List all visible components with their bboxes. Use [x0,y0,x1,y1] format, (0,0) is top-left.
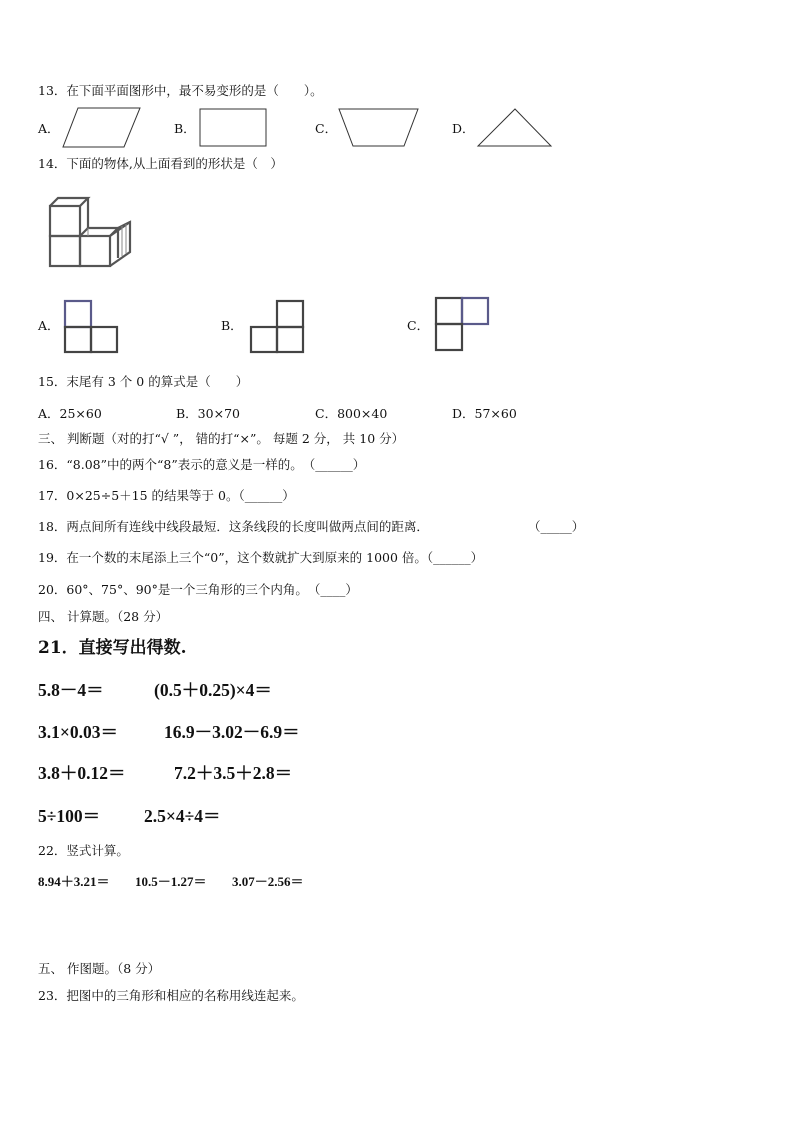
q13-text: 13．在下面平面图形中，最不易变形的是（ ）。 [38,83,323,98]
q14-option-c-label: C． [407,318,430,333]
q21-expr-4: 16.9－3.02－6.9＝ [164,722,300,742]
top-view-option-c-figure [434,296,492,354]
q19-text: 19．在一个数的末尾添上三个“0”，这个数就扩大到原来的 1000 倍。（______） [38,550,484,565]
section-5-title: 五、 作图题。（8 分） [38,961,161,976]
q21-expr-3: 3.1×0.03＝ [38,722,118,742]
q13-option-d-label: D． [452,121,475,136]
q14-text: 14．下面的物体,从上面看到的形状是（ ） [38,156,283,171]
q15-option-a: A．25×60 [38,406,102,421]
q21-expr-1: 5.8－4＝ [38,680,104,700]
q22-expr-2: 10.5－1.27＝ [135,874,207,889]
q17-text: 17．0×25÷5＋15 的结果等于 0。（______） [38,488,295,503]
q20-text: 20．60°、75°、90°是一个三角形的三个内角。 （____） [38,582,358,597]
q21-expr-7: 5÷100＝ [38,806,101,826]
parallelogram-figure [62,107,142,149]
q23-text: 23．把图中的三角形和相应的名称用线连起来。 [38,988,304,1003]
q21-expr-2: (0.5＋0.25)×4＝ [154,680,272,700]
q13-option-a-label: A． [38,121,60,136]
q18-text: 18．两点间所有连线中线段最短．这条线段的长度叫做两点间的距离． [38,519,429,534]
q15-option-d: D．57×60 [452,406,517,421]
q21-expr-5: 3.8＋0.12＝ [38,763,126,783]
rectangle-figure [199,108,269,148]
q14-option-a-label: A． [38,318,60,333]
q22-expr-3: 3.07－2.56＝ [232,874,304,889]
q14-option-b-label: B． [221,318,243,333]
top-view-option-a-figure [63,299,121,355]
q21-expr-6: 7.2＋3.5＋2.8＝ [174,763,293,783]
q22-expr-1: 8.94＋3.21＝ [38,874,110,889]
q21-title: 21．直接写出得数. [38,638,187,658]
q13-option-b-label: B． [174,121,196,136]
top-view-option-b-figure [249,299,307,355]
q15-text: 15．末尾有 3 个 0 的算式是（ ） [38,374,249,389]
trapezoid-figure [338,108,420,148]
q15-option-b: B．30×70 [176,406,240,421]
q22-title: 22．竖式计算。 [38,843,129,858]
section-4-title: 四、 计算题。（28 分） [38,609,169,624]
section-3-title: 三、 判断题（对的打“√ ”， 错的打“×”。 每题 2 分， 共 10 分） [38,431,405,446]
q18-answer-blank: （_____） [528,519,585,534]
q16-text: 16．“8.08”中的两个“8”表示的意义是一样的。 （______） [38,457,366,472]
cube-stack-figure [46,196,136,270]
q21-expr-8: 2.5×4÷4＝ [144,806,221,826]
q13-option-c-label: C． [315,121,338,136]
triangle-figure [477,108,553,148]
q15-option-c: C．800×40 [315,406,388,421]
